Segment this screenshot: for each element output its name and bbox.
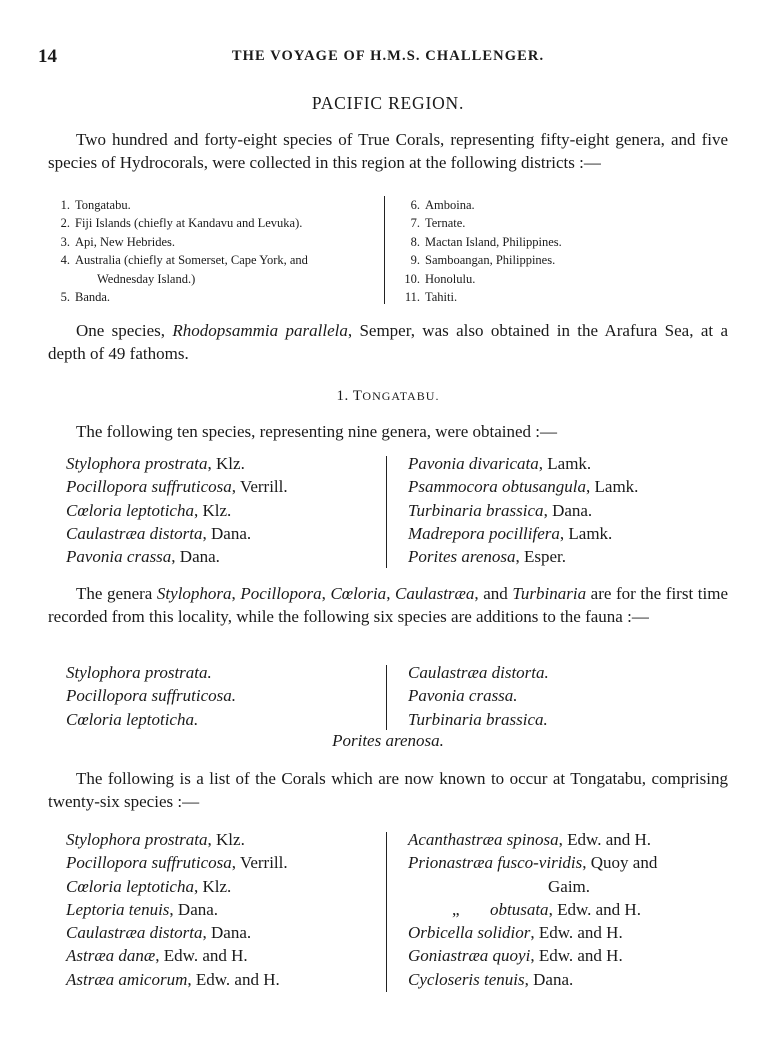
column-divider [386,832,387,992]
additions-left [66,661,236,731]
districts-left-list [50,196,380,306]
section-heading: 1. TONGATABU. [336,388,440,404]
list-item: Astræa danæ, Edw. and H. [66,946,248,966]
list-item: 3. Api, New Hebrides. [60,234,175,249]
running-title: THE VOYAGE OF H.M.S. CHALLENGER. [231,48,545,64]
intro-text: Two hundred and forty-eight species of True Corals, representing fifty-eight genera, and five species of Hydrocorals, were collected in this region at the following districts :— [48,130,728,172]
ten-species-intro: The following ten species, representing nine genera, were obtained :— [76,422,558,441]
list-item: Wednesday Island.) [97,271,196,286]
list-item: Madrepora pocillifera, Lamk. [408,523,613,543]
list-item: 7. Ternate. [410,216,466,231]
list-item: 1. Tongatabu. [60,198,131,212]
known-left [66,828,288,991]
list-item: 4. Australia (chiefly at Somerset, Cape York, and [60,253,308,268]
list-item: Caulastræa distorta, Dana. [66,523,252,543]
list-item: Pocillopora suffruticosa. [66,686,236,706]
page-number: 14 [38,46,57,67]
list-item: Leptoria tenuis, Dana. [66,899,219,919]
list-item: Pavonia crassa, Dana. [66,547,220,567]
column-divider [386,665,387,730]
list-item: Goniastræa quoyi, Edw. and H. [408,946,623,966]
list-item: 10. Honolulu. [404,271,476,286]
list-item: Caulastræa distorta, Dana. [66,923,252,943]
known-right [408,828,657,991]
list-item: Cœloria leptoticha, Klz. [66,500,232,520]
additions-center: Porites arenosa. [332,731,444,750]
ten-species-right [408,452,638,568]
list-item: Prionastræa fusco-viridis, Quoy and [408,853,658,873]
list-item: „ obtusata, Edw. and H. [452,899,641,919]
list-item: Cycloseris tenuis, Dana. [408,969,574,989]
list-item: Pocillopora suffruticosa, Verrill. [66,477,288,497]
additions-right [408,661,549,731]
genera-paragraph: The genera Stylophora, Pocillopora, Cœloria, Caulastræa, and Turbinaria are for the first time recorded from this locality, while the following six species are additions to the fauna :— [48,584,728,626]
list-item: Stylophora prostrata, Klz. [66,830,245,849]
list-item: Orbicella solidior, Edw. and H. [408,923,623,943]
districts-right-list [384,196,634,306]
list-item: Cœloria leptoticha, Klz. [66,876,232,896]
list-item: 6. Amboina. [410,198,475,212]
list-item: Psammocora obtusangula, Lamk. [408,477,639,497]
list-item: 8. Mactan Island, Philippines. [410,234,562,249]
list-item: Astræa amicorum, Edw. and H. [66,969,280,989]
list-item: Pavonia crassa. [408,686,518,706]
species-name: Rhodopsammia parallela [172,321,348,340]
list-item: Pavonia divaricata, Lamk. [408,454,592,473]
known-list-intro: The following is a list of the Corals which are now known to occur at Tongatabu, comprising twenty-six species :— [48,769,728,811]
ten-species-left [66,452,288,568]
list-item: 2. Fiji Islands (chiefly at Kandavu and Levuka). [60,216,303,231]
list-item: 5. Banda. [60,290,111,305]
list-item: Turbinaria brassica. [408,709,548,729]
list-item: Pocillopora suffruticosa, Verrill. [66,853,288,873]
list-item: 9. Samboangan, Philippines. [410,253,556,268]
list-item: Porites arenosa, Esper. [408,547,567,567]
list-item: Stylophora prostrata. [66,663,212,682]
list-item: Gaim. [548,876,591,896]
list-item: Turbinaria brassica, Dana. [408,500,593,520]
region-heading: PACIFIC REGION. [311,93,465,113]
list-item: Cœloria leptoticha. [66,709,199,729]
list-item: 11. Tahiti. [404,290,458,305]
intro-paragraph [48,128,728,174]
arafura-paragraph: One species, Rhodopsammia parallela, Semper, was also obtained in the Arafura Sea, at a depth of 49 fathoms. [48,321,728,363]
list-item: Acanthastræa spinosa, Edw. and H. [408,830,652,849]
column-divider [386,456,387,568]
list-item: Caulastræa distorta. [408,663,549,682]
list-item: Stylophora prostrata, Klz. [66,454,245,473]
